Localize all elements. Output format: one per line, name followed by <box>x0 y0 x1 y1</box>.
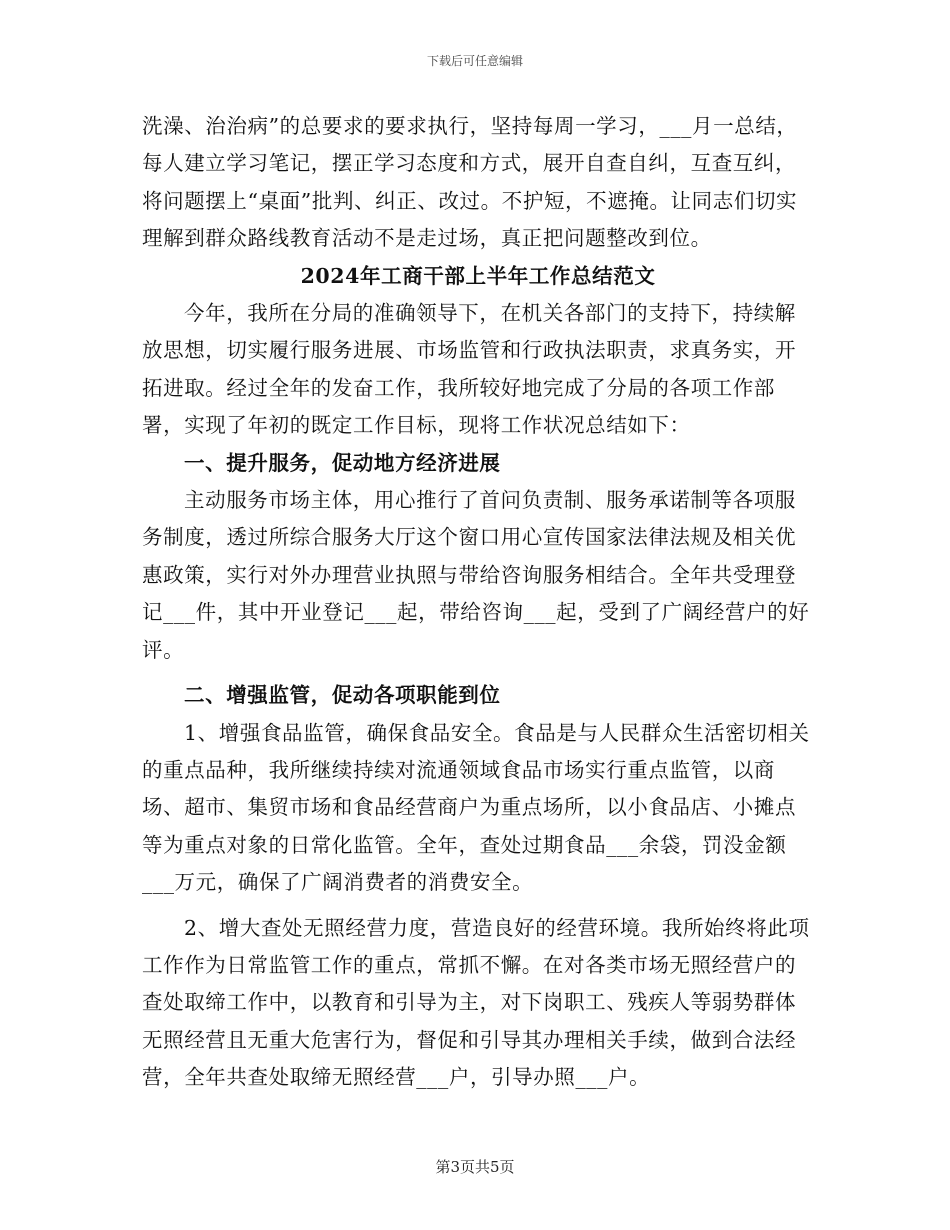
continued-paragraph: 洗澡、治治病”的总要求的要求执行，坚持每周一学习，___月一总结，每人建立学习笔记，摆正学习态度和方式，展开自查自纠，互查互纠，将问题摆上“桌面”批判、纠正、改过。不护短，不遮掩。让同志们切实理解到群众路线教育活动不是走过场，真正把问题整改到位。 <box>142 114 798 251</box>
page-header: 下载后可任意编辑 <box>426 54 523 68</box>
document-body <box>142 108 814 1097</box>
document-title: 2024年工商干部上半年工作总结范文 <box>300 263 656 288</box>
intro-paragraph: 今年，我所在分局的准确领导下，在机关各部门的支持下，持续解放思想，切实履行服务进展、市场监管和行政执法职责，求真务实，开拓进取。经过全年的发奋工作，我所较好地完成了分局的各项工作部署，实现了年初的既定工作目标，现将工作状况总结如下： <box>142 301 797 438</box>
section-2-item-1: 1、增强食品监管，确保食品安全。食品是与人民群众生活密切相关的重点品种，我所继续持续对流通领域食品市场实行重点监管，以商场、超市、集贸市场和食品经营商户为重点场所，以小食品店、小摊点等为重点对象的日常化监管。全年，查处过期食品___余袋，罚没金额___万元，确保了广阔消费者的消费安全。 <box>142 720 810 895</box>
page-number: 第3页共5页 <box>435 1158 515 1176</box>
section-heading-1: 一、提升服务，促动地方经济进展 <box>184 450 501 475</box>
section-1-paragraph: 主动服务市场主体，用心推行了首问负责制、服务承诺制等各项服务制度，透过所综合服务大厅这个窗口用心宣传国家法律法规及相关优惠政策，实行对外办理营业执照与带给咨询服务相结合。全年共受理登记___件，其中开业登记___起，带给咨询___起，受到了广阔经营户的好评。 <box>142 488 810 662</box>
section-2-item-2: 2、增大查处无照经营力度，营造良好的经营环境。我所始终将此项工作作为日常监管工作的重点，常抓不懈。在对各类市场无照经营户的查处取缔工作中，以教育和引导为主，对下岗职工、残疾人等弱势群体无照经营且无重大危害行为，督促和引导其办理相关手续，做到合法经营，全年共查处取缔无照经营___户，引导办照___户。 <box>142 915 810 1090</box>
section-heading-2: 二、增强监管，促动各项职能到位 <box>184 683 501 708</box>
